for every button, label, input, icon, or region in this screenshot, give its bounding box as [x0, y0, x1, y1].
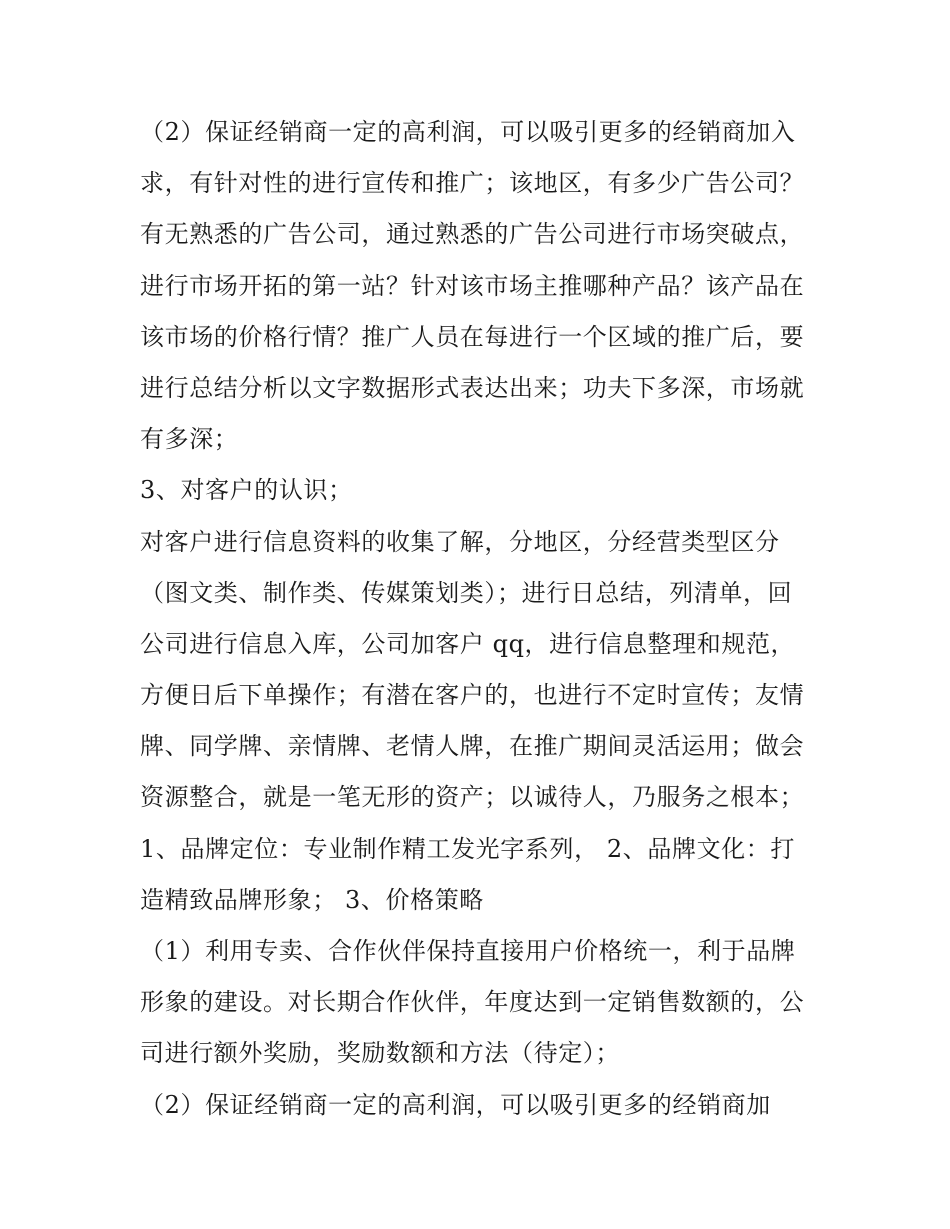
text-line: 进行总结分析以文字数据形式表达出来；功夫下多深，市场就	[140, 373, 805, 402]
text-line: 方便日后下单操作；有潜在客户的，也进行不定时宣传；友情	[140, 681, 805, 710]
text-line: 对客户进行信息资料的收集了解，分地区，分经营类型区分	[140, 527, 780, 556]
text-line: 有无熟悉的广告公司，通过熟悉的广告公司进行市场突破点，	[140, 220, 805, 249]
text-line: （1）利用专卖、合作伙伴保持直接用户价格统一，利于品牌	[140, 937, 796, 965]
text-line: 有多深；	[140, 425, 239, 454]
text-line: 形象的建设。对长期合作伙伴，年度达到一定销售数额的，公	[140, 988, 805, 1017]
text-line: 1、品牌定位：专业制作精工发光字系列， 2、品牌文化：打	[140, 834, 795, 863]
section-heading: 3、对客户的认识；	[140, 476, 353, 505]
text-line: （图文类、制作类、传媒策划类）；进行日总结，列清单，回	[140, 578, 793, 607]
document-body	[140, 107, 820, 1131]
text-line: 司进行额外奖励，奖励数额和方法（待定）；	[140, 1039, 620, 1068]
text-line: 求，有针对性的进行宣传和推广；该地区，有多少广告公司？	[140, 169, 805, 198]
text-line: 牌、同学牌、亲情牌、老情人牌，在推广期间灵活运用；做会	[140, 732, 805, 761]
text-line: （2）保证经销商一定的高利润，可以吸引更多的经销商加入	[140, 118, 796, 146]
text-line: 资源整合，就是一笔无形的资产；以诚待人，乃服务之根本；	[140, 783, 805, 812]
text-line: 造精致品牌形象； 3、价格策略	[140, 885, 484, 914]
text-line: 进行市场开拓的第一站？针对该市场主推哪种产品？该产品在	[140, 271, 805, 300]
text-line: 该市场的价格行情？推广人员在每进行一个区域的推广后，要	[140, 322, 805, 351]
text-line: （2）保证经销商一定的高利润，可以吸引更多的经销商加	[140, 1090, 771, 1119]
text-line: 公司进行信息入库，公司加客户 qq，进行信息整理和规范，	[140, 629, 796, 658]
